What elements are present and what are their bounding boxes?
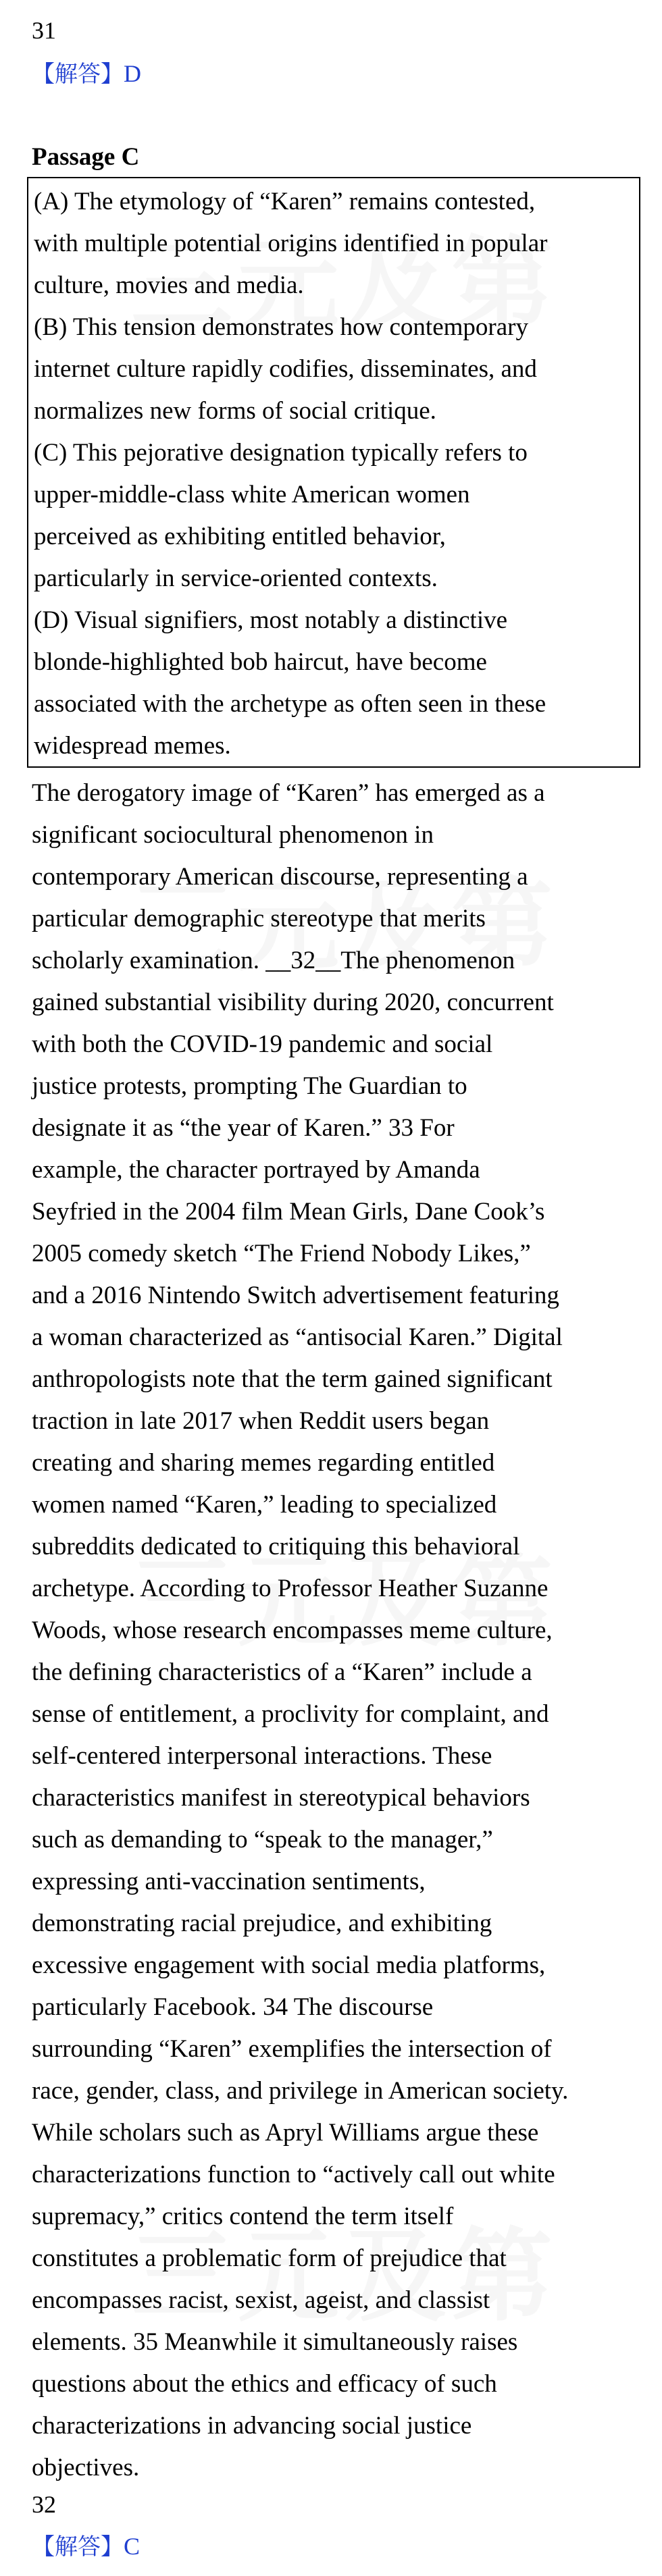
option-line: culture, movies and media.	[34, 271, 304, 299]
passage-line: excessive engagement with social media platforms,	[32, 1951, 546, 1979]
passage-line: supremacy,” critics contend the term itself	[32, 2203, 454, 2230]
passage-line: characterizations function to “actively call out white	[32, 2161, 555, 2188]
passage-line: surrounding “Karen” exemplifies the intersection of	[32, 2035, 552, 2063]
passage-line: traction in late 2017 when Reddit users began	[32, 1407, 490, 1435]
answer-label: 【解答】	[32, 2533, 124, 2560]
question-number: 31	[32, 17, 56, 44]
passage-line: justice protests, prompting The Guardian to	[32, 1072, 467, 1100]
option-line: with multiple potential origins identified in popular	[34, 230, 548, 257]
option-line: (A) The etymology of “Karen” remains contested,	[34, 188, 536, 215]
option-line: perceived as exhibiting entitled behavior,	[34, 523, 446, 550]
passage-body	[32, 778, 640, 2506]
passage-line: contemporary American discourse, representing a	[32, 863, 528, 891]
passage-line: designate it as “the year of Karen.” 33 For	[32, 1114, 455, 1142]
passage-line: While scholars such as Apryl Williams argue these	[32, 2119, 539, 2147]
passage-line: encompasses racist, sexist, ageist, and classist	[32, 2286, 490, 2314]
passage-line: constitutes a problematic form of prejudice that	[32, 2244, 507, 2272]
passage-line: elements. 35 Meanwhile it simultaneously raises	[32, 2328, 518, 2356]
passage-line: significant sociocultural phenomenon in	[32, 821, 434, 849]
passage-line: a woman characterized as “antisocial Karen.” Digital	[32, 1323, 563, 1351]
answer-line	[32, 2531, 140, 2562]
passage-line: the defining characteristics of a “Karen” include a	[32, 1658, 532, 1686]
passage-line: gained substantial visibility during 2020, concurrent	[32, 989, 554, 1016]
passage-line: sense of entitlement, a proclivity for complaint, and	[32, 1700, 549, 1728]
passage-line: creating and sharing memes regarding entitled	[32, 1449, 495, 1477]
passage-line: anthropologists note that the term gained significant	[32, 1365, 553, 1393]
answer-value: C	[124, 2533, 141, 2560]
option-line: widespread memes.	[34, 732, 231, 760]
passage-line: and a 2016 Nintendo Switch advertisement featuring	[32, 1282, 559, 1309]
option-line: internet culture rapidly codifies, disseminates, and	[34, 355, 537, 383]
passage-line: characterizations in advancing social justice	[32, 2412, 472, 2440]
answer-label: 【解答】	[32, 61, 124, 88]
passage-title: Passage C	[32, 143, 140, 171]
option-line: normalizes new forms of social critique.	[34, 397, 436, 425]
option-line: associated with the archetype as often seen in these	[34, 690, 546, 718]
passage-line: Seyfried in the 2004 film Mean Girls, Dane Cook’s	[32, 1198, 545, 1226]
option-line: (C) This pejorative designation typically refers to	[34, 439, 528, 467]
passage-line: Woods, whose research encompasses meme culture,	[32, 1616, 553, 1644]
passage-line: women named “Karen,” leading to specialized	[32, 1491, 497, 1519]
passage-line: race, gender, class, and privilege in American society.	[32, 2077, 569, 2105]
passage-line: expressing anti-vaccination sentiments,	[32, 1868, 426, 1895]
passage-line: self-centered interpersonal interactions. These	[32, 1742, 492, 1770]
passage-line: scholarly examination. __32__The phenomenon	[32, 947, 515, 974]
passage-line: particularly Facebook. 34 The discourse	[32, 1993, 434, 2021]
option-line: blonde-highlighted bob haircut, have become	[34, 648, 487, 676]
passage-line: characteristics manifest in stereotypical behaviors	[32, 1784, 530, 1812]
passage-line: with both the COVID-19 pandemic and social	[32, 1030, 493, 1058]
option-line: particularly in service-oriented contexts.	[34, 564, 438, 592]
passage-line: 2005 comedy sketch “The Friend Nobody Likes,”	[32, 1240, 531, 1267]
passage-line: demonstrating racial prejudice, and exhibiting	[32, 1910, 492, 1937]
option-line: (D) Visual signifiers, most notably a distinctive	[34, 606, 508, 634]
options-box	[27, 177, 640, 768]
passage-line: objectives.	[32, 2454, 140, 2481]
passage-line: questions about the ethics and efficacy of such	[32, 2370, 497, 2398]
passage-line: archetype. According to Professor Heather Suzanne	[32, 1575, 549, 1602]
passage-line: particular demographic stereotype that merits	[32, 905, 486, 932]
answer-line	[32, 58, 141, 90]
passage-line: such as demanding to “speak to the manager,”	[32, 1826, 493, 1854]
option-line: upper-middle-class white American women	[34, 481, 470, 508]
passage-line: subreddits dedicated to critiquing this behavioral	[32, 1533, 520, 1560]
passage-line: example, the character portrayed by Amanda	[32, 1156, 480, 1184]
question-number: 32	[32, 2491, 56, 2518]
passage-line: The derogatory image of “Karen” has emerged as a	[32, 779, 545, 807]
option-line: (B) This tension demonstrates how contemporary	[34, 313, 528, 341]
answer-value: D	[124, 60, 141, 87]
